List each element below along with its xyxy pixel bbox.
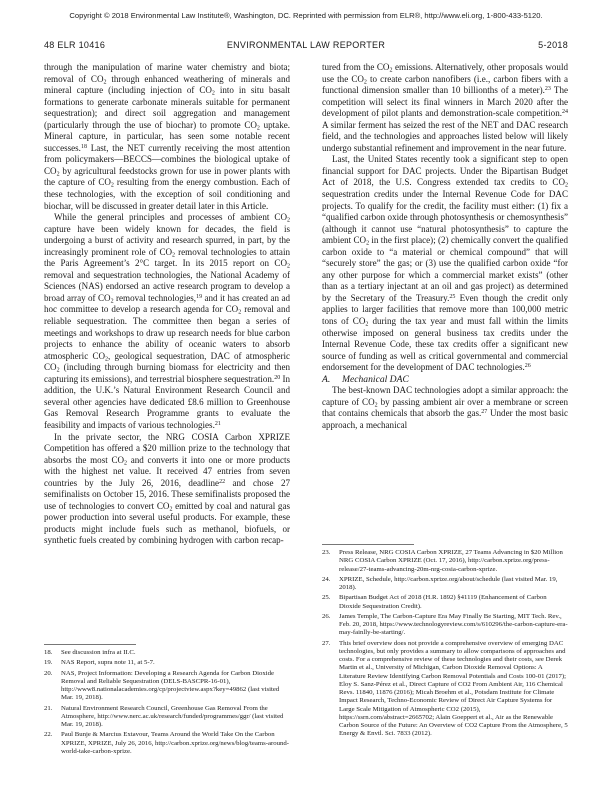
- paragraph: In the private sector, the NRG COSIA Carbon XPRIZE Competition has offered a $20 million prize to the technology that absorbs the most $CO_2$ and converts it into one or more products with the highest net value. It received 47 entries from seven countries by the July 26, 2016, deadline$^{22}$ and chose 27 semifinalists on October 15, 2016. These semifinalists proposed the use of technologies to convert $CO_2$ emitted by coal and natural gas power production into several useful products. For example, these products might include fuels such as methanol, biofuels, or synthetic fuels created by combining hydrogen with carbon recap-: [44, 431, 291, 546]
- footnote: [44, 705, 290, 730]
- footnote-number: 22.: [44, 731, 53, 739]
- section-title: Mechanical DAC: [342, 373, 409, 385]
- footnote-number: 21.: [44, 704, 53, 712]
- footnote: [322, 576, 568, 593]
- footnotes-right: [322, 544, 568, 741]
- footnote-number: 23.: [322, 549, 331, 556]
- paragraph: through the manipulation of marine water chemistry and biota; removal of $CO_2$ through enhanced weathering of minerals and mineral capture (including injection of $CO_2$ into in situ basalt formations to generate carbonate minerals suitable for permanent sequestration); and direct soil aggregation and management (particularly through the use of biochar) to promote $CO_2$ uptake. Mineral capture, in particular, has seen some notable recent successes.$^{18}$ Last, the NET currently receiving the most attention from policymakers—BECCS—combines the biological uptake of $CO_2$ by agricultural feedstocks grown for use in power plants with the capture of $CO_2$ resulting from the energy combustion. Each of these technologies, with the exception of soil conditioning and biochar, will be discussed in greater detail later in this Article.: [44, 62, 290, 211]
- footnote-number: 19.: [44, 659, 53, 667]
- footnote-number: 27.: [322, 639, 331, 647]
- footnote-text: NAS, Project Information: Developing a Research Agenda for Carbon Dioxide Removal and Reliable Sequestration (DELS-BASCPR-16-01), http://www8.nationalacademies.org/cp/projectview.aspx?key=49862 (last visited Mar. 19, 2018).: [61, 669, 280, 702]
- section-letter: A.: [322, 373, 331, 385]
- footnote: [322, 549, 568, 574]
- paragraph: The best-known DAC technologies adopt a similar approach: the capture of $CO_2$ by passing ambient air over a membrane or screen that contains chemicals that absorb the gas.$^{27}$ Under the most basic approach, a mechanical: [322, 385, 569, 430]
- paragraph: tured from the $CO_2$ emissions. Alternatively, other proposals would use the $CO_2$ to create carbon nanofibers (i.e., carbon fibers with a functional dimension smaller than 10 billionths of a meter).$^{23}$ The competition will select its final winners in March 2020 after the development of pilot plants and demonstration-scale competition.$^{24}$ A similar ferment has seized the rest of the NET and DAC research field, and the technologies and approaches listed below will likely undergo substantial refinement and improvement in the near future.: [322, 62, 569, 153]
- page-reference: 48 ELR 10416: [44, 40, 106, 50]
- footnote-divider: [44, 644, 136, 645]
- footnote-text: XPRIZE, Schedule, http://carbon.xprize.org/about/schedule (last visited Mar. 19, 2018).: [339, 575, 558, 591]
- footnote-text: This brief overview does not provide a comprehensive overview of emerging DAC technologies, but only provides a summary to allow comparisons of approaches and costs. For a comprehensive review of these technologies and their costs, see Derek Martin et al., University of Michigan, Carbon Dioxide Removal Options: A Literature Review Identifying Carbon Removal Potentials and Costs 100-01 (2017); Eloy S. Sanz-Pérez et al., Direct Capture of CO2 From Ambient Air, 116 Chemical Revs. 11840, 11876 (2016); Micah Broehm et al., Potsdam Institute for Climate Impact Research, Techno-Economic Review of Direct Air Capture Systems for Large Scale Mitigation of Atmospheric CO2 (2015), https://ssrn.com/abstract=2665702; Alain Goeppert et al., Air as the Renewable Carbon Source of the Future: An Overview of CO2 Capture From the Atmosphere, 5 Energy & Envtl. Sci. 7833 (2012).: [339, 639, 568, 738]
- footnote-divider: [322, 544, 414, 545]
- footnote: [44, 670, 290, 703]
- paragraph: Last, the United States recently took a significant step to open financial support for DAC projects. Under the Bipartisan Budget Act of 2018, the U.S. Congress extended tax credits to $CO_2$ sequestration credits under the Internal Revenue Code for DAC projects. To qualify for the credit, the facility must either: (1) fix a “qualified carbon oxide through photosynthesis or chemosynthesis” (although it cannot use “natural photosynthesis” to capture the ambient $CO_2$ in the first place); (2) chemically convert the qualified carbon oxide to “a material or chemical compound” that will “securely store” the gas; or (3) use the qualified carbon oxide “for any other purpose for which a commercial market exists” (other than as a tertiary injectant at an oil and gas project) as determined by the Secretary of the Treasury.$^{25}$ Even though the credit only applies to larger facilities that remove more than 100,000 metric tons of $CO_2$ during the tax year and must fall within the limits otherwise imposed on general business tax credits under the Internal Revenue Code, these tax credits offer a significant new source of funding as well as critical governmental and commercial endorsement for the development of DAC technologies.$^{26}$: [322, 154, 569, 373]
- footnote-number: 20.: [44, 669, 53, 677]
- footnotes-left: [44, 644, 290, 758]
- footnote-text: Natural Environment Research Council, Greenhouse Gas Removal From the Atmosphere, http://www.nerc.ac.uk/research/funded/programmes/ggr/ (last visited Mar. 19, 2018).: [61, 704, 284, 728]
- left-column: [44, 62, 290, 547]
- footnote: [44, 659, 290, 667]
- footnote-text: Press Release, NRG COSIA Carbon XPRIZE, 27 Teams Advancing in $20 Million NRG COSIA Carbon XPRIZE (Oct. 17, 2016), http://carbon.xprize.org/press-release/27-teams-advancing-20m-nrg-cosia-carbon-xprize.: [339, 549, 563, 573]
- copyright-notice: Copyright © 2018 Environmental Law Institute®, Washington, DC. Reprinted with permission from ELR®, http://www.eli.org, 1-800-433-5120.: [69, 11, 543, 20]
- section-heading: [322, 374, 568, 386]
- footnote: [44, 649, 290, 657]
- footnote-text: Paul Bunje & Marcius Extavour, Teams Around the World Take On the Carbon XPRIZE, XPRIZE, July 26, 2016, http://carbon.xprize.org/news/blog/teams-around-world-take-carbon-xprize.: [61, 731, 290, 755]
- footnote-text: James Temple, The Carbon-Capture Era May Finally Be Starting, MIT Tech. Rev., Feb. 20, 2018, https://www.technologyreview.com/s/610296/the-carbon-capture-era-may-fainlly-be-starting/.: [339, 612, 568, 637]
- footnote-number: 25.: [322, 594, 331, 602]
- footnote: [322, 594, 568, 611]
- journal-title: ENVIRONMENTAL LAW REPORTER: [226, 40, 386, 50]
- footnote-number: 18.: [44, 649, 53, 656]
- footnote-text: See discussion infra at II.C.: [61, 649, 136, 656]
- footnote: [44, 731, 290, 756]
- footnote-text: NAS Report, supra note 11, at 5-7.: [61, 659, 155, 667]
- footnote-number: 24.: [322, 575, 331, 583]
- footnote: [322, 640, 568, 739]
- paragraph: While the general principles and processes of ambient $CO_2$ capture have been widely known for decades, the field is undergoing a burst of activity and research spurred, in part, by the increasingly prominent role of $CO_2$ removal technologies to attain the Paris Agreement’s 2°C target. In its 2015 report on $CO_2$ removal and sequestration technologies, the National Academy of Sciences (NAS) endorsed an active research program to develop a broad array of $CO_2$ removal technologies,$^{19}$ and it has created an ad hoc committee to develop a research agenda for $CO_2$ removal and reliable sequestration. The committee then began a series of meetings and workshops to draw up research needs for blue carbon projects to enhance the ability of oceanic waters to absorb atmospheric $CO_2$, geological sequestration, DAC of atmospheric $CO_2$ (including through burning biomass for electricity and then capturing its emissions), and terrestrial biosphere sequestration.$^{20}$ In addition, the U.K.’s Natural Environment Research Council and several other agencies have dedicated £8.6 million to Greenhouse Gas Removal Research Programme grants to evaluate the feasibility and impacts of various technologies.$^{21}$: [44, 212, 290, 430]
- footnote-text: Bipartisan Budget Act of 2018 (H.R. 1892) §41119 (Enhancement of Carbon Dioxide Sequestration Credit).: [339, 594, 547, 610]
- right-column: [322, 62, 568, 432]
- issue-date: 5-2018: [538, 40, 568, 50]
- running-header: [44, 40, 568, 52]
- footnote-number: 26.: [322, 612, 331, 620]
- footnote: [322, 613, 568, 638]
